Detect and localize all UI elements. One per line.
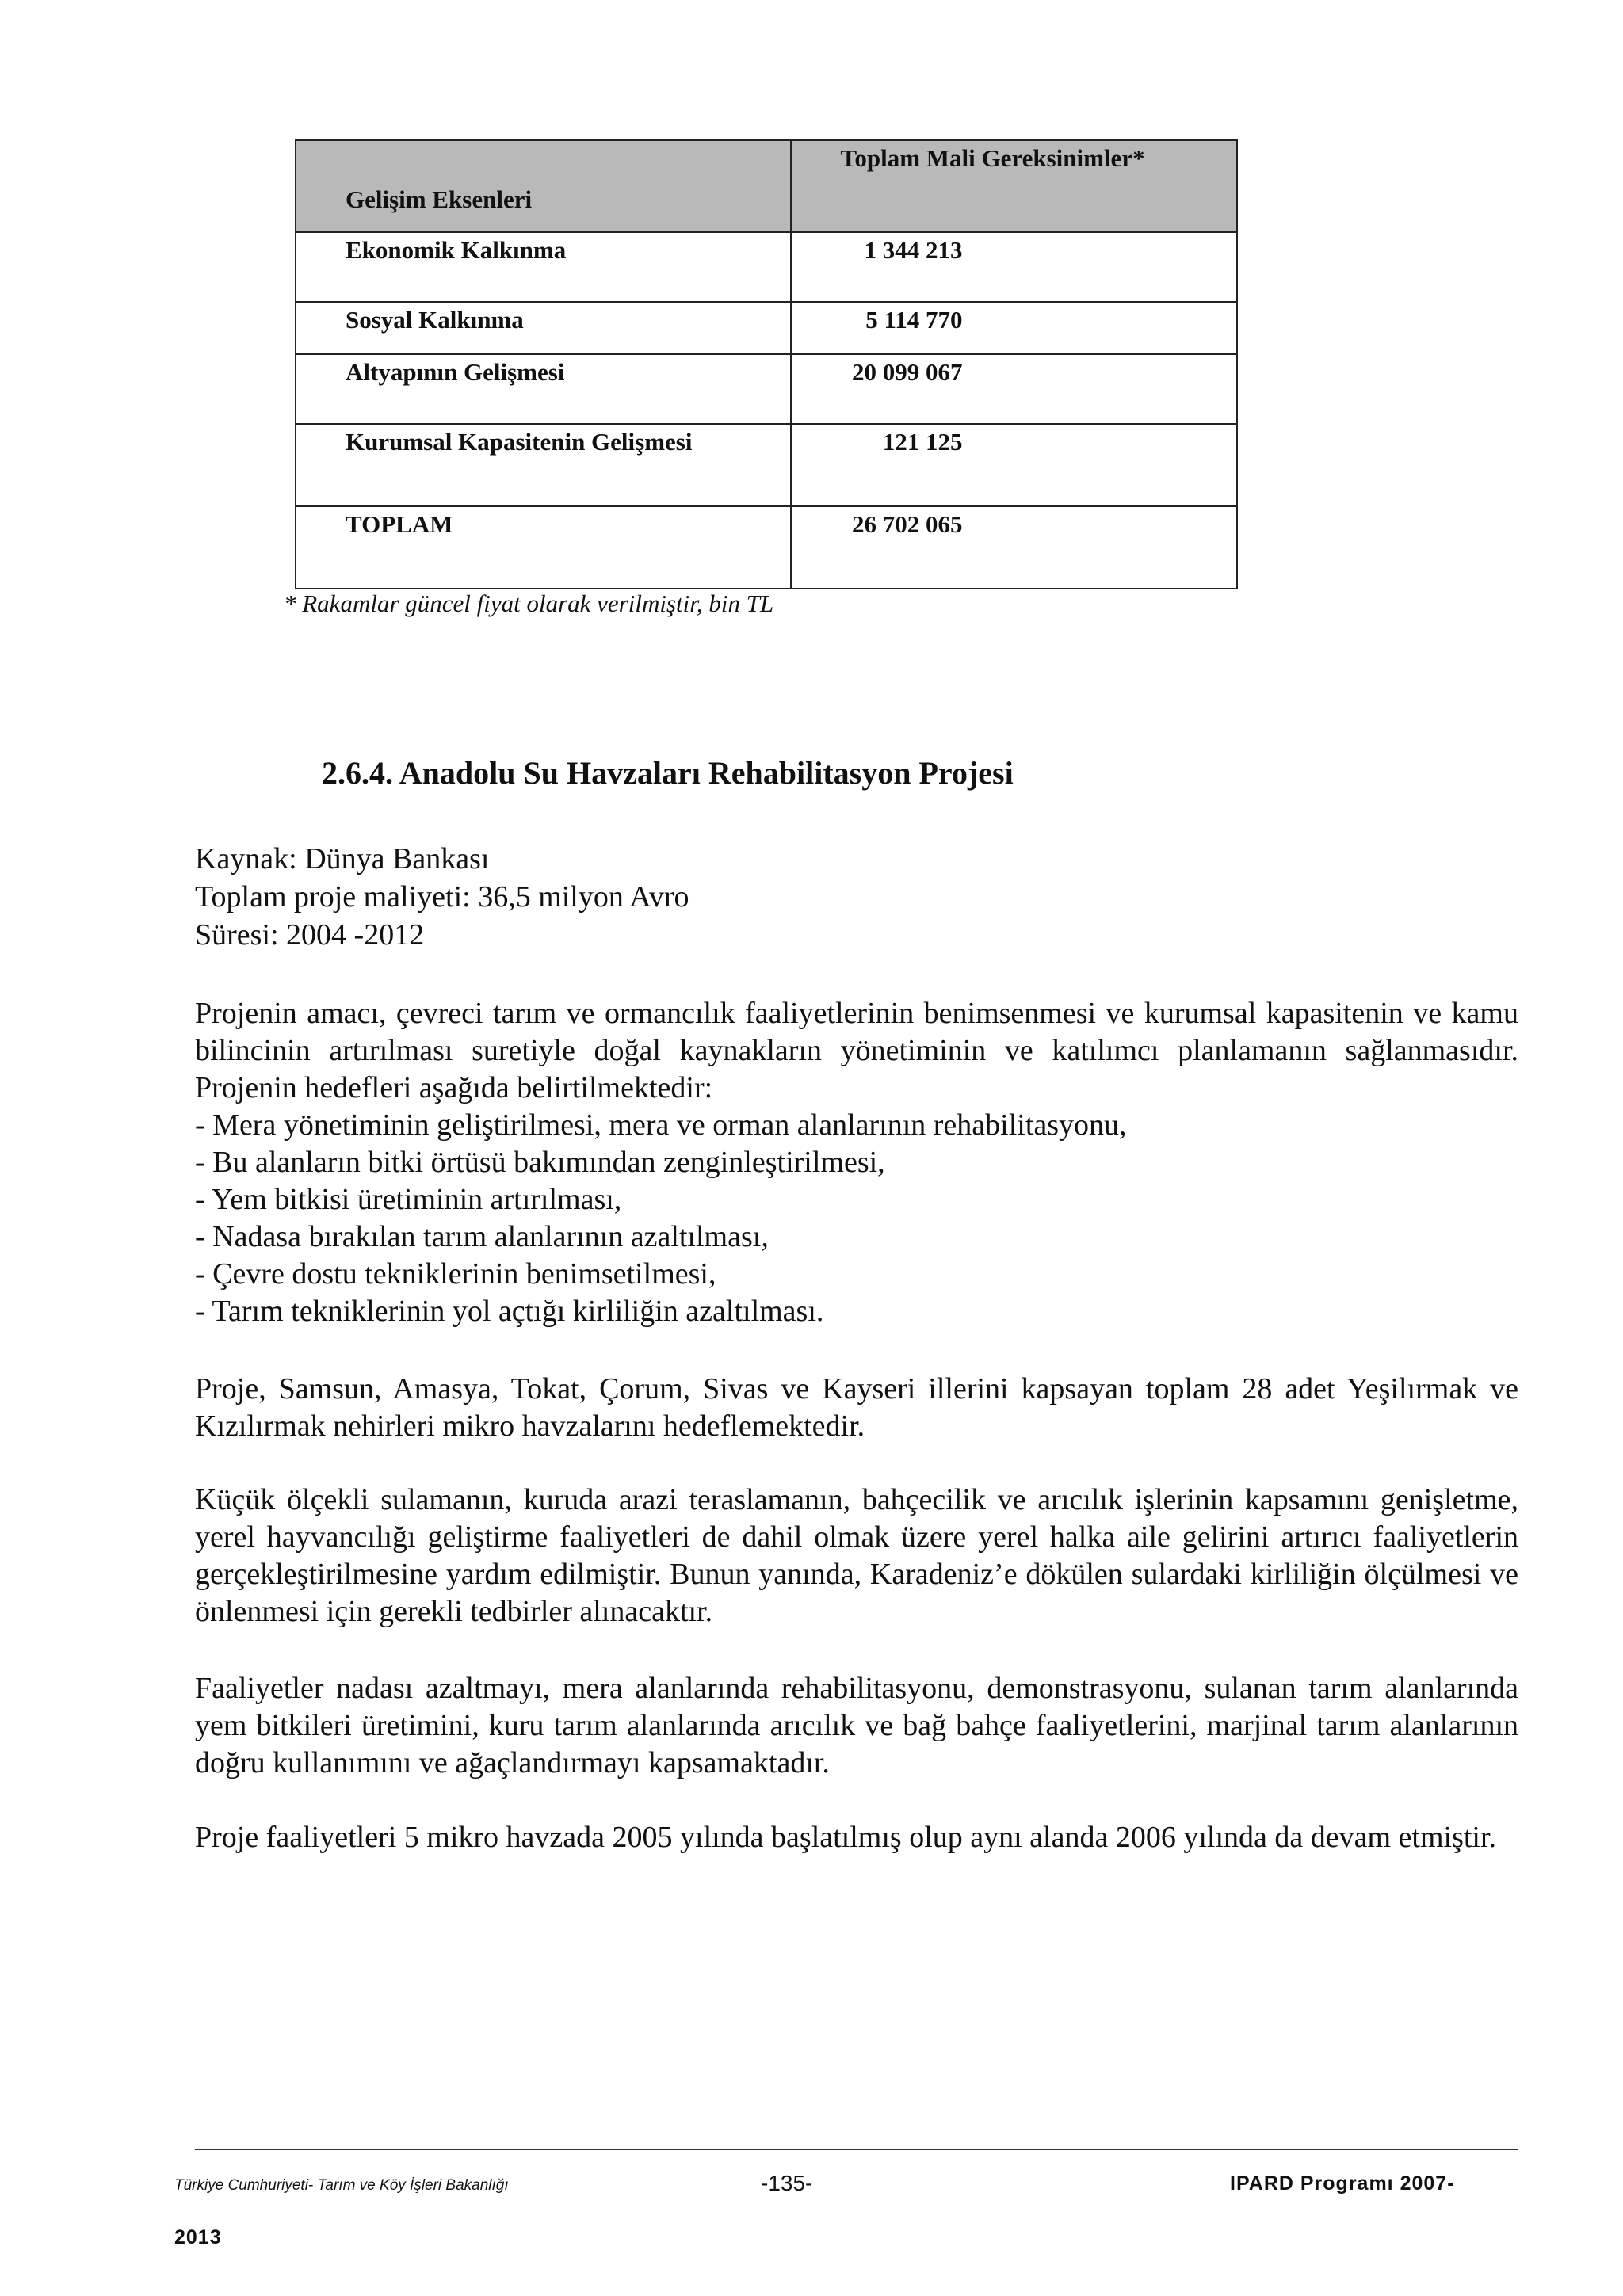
table-row (296, 424, 1237, 506)
meta-duration: Süresi: 2004 -2012 (195, 918, 425, 952)
faaliyetler-paragraph: Faaliyetler nadası azaltmayı, mera alanlarında rehabilitasyonu, demonstrasyonu, sulanan tarım alanlarında yem bitkileri üretimini, kuru tarım alanlarında arıcılık ve bağ bahçe faaliyetlerini, marjinal tarım alanlarının doğru kullanımını ve ağaçlandırmayı kapsamaktadır. (195, 1672, 1518, 1779)
table-row (296, 232, 1237, 302)
row-label: TOPLAM (346, 510, 453, 538)
row-value: 26 702 065 (852, 510, 963, 538)
goal-item: - Yem bitkisi üretiminin artırılması, (195, 1183, 622, 1216)
row-label: Altyapının Gelişmesi (346, 358, 565, 386)
status-paragraph: Proje faaliyetleri 5 mikro havzada 2005 yılında başlatılmış olup aynı alanda 2006 yılında da devam etmiştir. (195, 1821, 1497, 1854)
page-number: -135- (761, 2171, 813, 2195)
activities-section (195, 1482, 1518, 1630)
footer-divider (195, 2149, 1518, 2150)
section-heading: 2.6.4. Anadolu Su Havzaları Rehabilitasyon Projesi (322, 755, 1014, 791)
goal-item: - Çevre dostu tekniklerinin benimsetilmesi, (195, 1257, 716, 1291)
row-value: 121 125 (882, 428, 963, 456)
row-value: 1 344 213 (864, 236, 963, 264)
footer-ministry: Türkiye Cumhuriyeti- Tarım ve Köy İşleri Bakanlığı (174, 2177, 509, 2194)
goal-item: - Bu alanların bitki örtüsü bakımından zenginleştirilmesi, (195, 1146, 885, 1179)
meta-total-cost: Toplam proje maliyeti: 36,5 milyon Avro (195, 880, 689, 913)
intro-paragraph: Projenin amacı, çevreci tarım ve ormancılık faaliyetlerinin benimsenmesi ve kurumsal kapasitenin ve kamu bilincinin artırılması suretiyle doğal kaynakların yönetiminin ve katılımcı planlamanın sağlanmasıdır. Projenin hedefleri aşağıda belirtilmektedir: (195, 997, 1518, 1104)
footer-program: IPARD Programı 2007- (1230, 2172, 1455, 2195)
header-development-axes: Gelişim Eksenleri (296, 140, 791, 232)
scope-paragraph: Proje, Samsun, Amasya, Tokat, Çorum, Sivas ve Kayseri illerini kapsayan toplam 28 adet Yeşilırmak ve Kızılırmak nehirleri mikro havzalarını hedeflemektedir. (195, 1372, 1518, 1443)
goal-item: - Mera yönetiminin geliştirilmesi, mera ve orman alanlarının rehabilitasyonu, (195, 1108, 1127, 1142)
row-label: Ekonomik Kalkınma (346, 236, 567, 264)
table-header-row (296, 140, 1237, 232)
table-total-row (296, 506, 1237, 589)
meta-source: Kaynak: Dünya Bankası (195, 842, 490, 875)
goal-item: - Nadasa bırakılan tarım alanlarının azaltılması, (195, 1220, 769, 1253)
row-label: Kurumsal Kapasitenin Gelişmesi (346, 428, 693, 456)
row-label: Sosyal Kalkınma (346, 306, 524, 334)
row-value: 20 099 067 (852, 358, 963, 386)
project-meta (195, 840, 1518, 954)
intro-section (195, 995, 1518, 1330)
table-row (296, 354, 1237, 424)
scope-section (195, 1371, 1518, 1445)
status-section (195, 1819, 1518, 1856)
goal-item: - Tarım tekniklerinin yol açtığı kirliliğin azaltılması. (195, 1295, 824, 1328)
table-footnote: * Rakamlar güncel fiyat olarak verilmiştir, bin TL (284, 589, 774, 617)
footer-year: 2013 (174, 2226, 222, 2248)
header-total-financial-requirements: Toplam Mali Gereksinimler* (791, 140, 1237, 232)
financial-requirements-table (295, 139, 1238, 589)
faaliyetler-section (195, 1670, 1518, 1782)
row-value: 5 114 770 (865, 306, 963, 334)
table-row (296, 302, 1237, 354)
activities-paragraph: Küçük ölçekli sulamanın, kuruda arazi teraslamanın, bahçecilik ve arıcılık işlerinin kapsamını genişletme, yerel hayvancılığı geliştirme faaliyetleri de dahil olmak üzere yerel halka aile gelirini artırıcı faaliyetlerin gerçekleştirilmesine yardım edilmiştir. Bunun yanında, Karadeniz’e dökülen sulardaki kirliliğin ölçülmesi ve önlenmesi için gerekli tedbirler alınacaktır. (195, 1483, 1518, 1628)
